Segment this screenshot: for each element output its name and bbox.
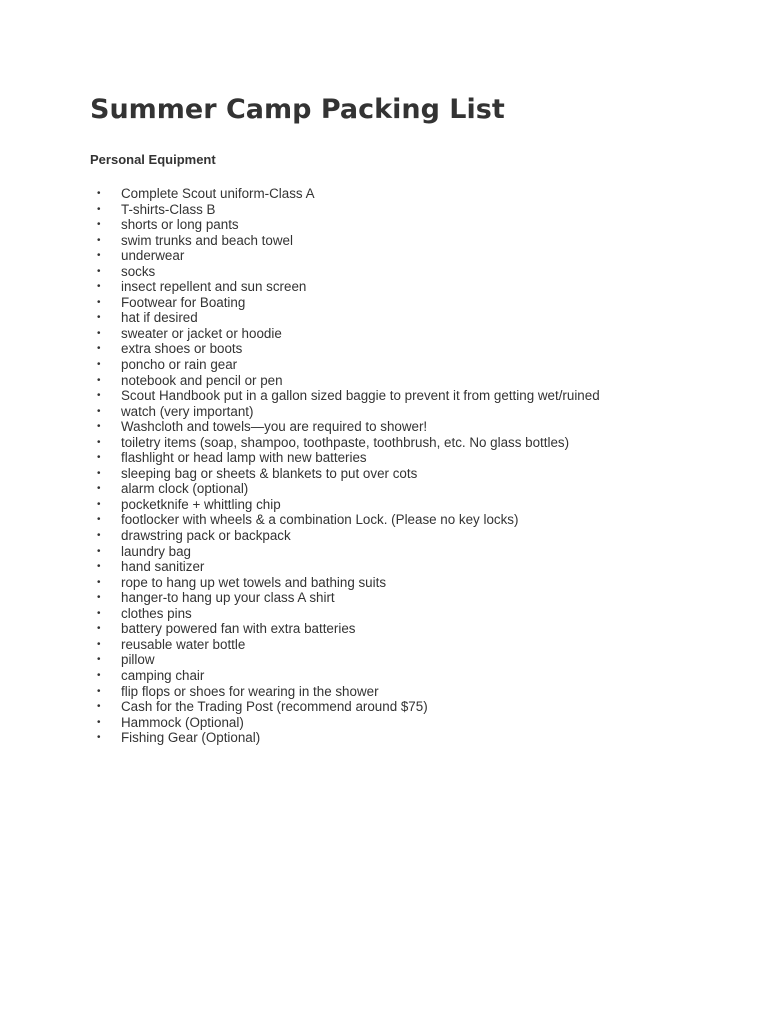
bullet-icon: • [97, 732, 101, 744]
list-item-text: Hammock (Optional) [121, 714, 244, 730]
list-item-text: reusable water bottle [121, 636, 246, 652]
list-item-text: swim trunks and beach towel [121, 232, 293, 248]
bullet-icon: • [97, 390, 101, 402]
list-item-text: hand sanitizer [121, 559, 205, 575]
bullet-icon: • [97, 312, 101, 324]
bullet-icon: • [97, 203, 101, 215]
bullet-icon: • [97, 343, 101, 355]
list-item-text: flashlight or head lamp with new batteries [121, 450, 367, 466]
list-item-text: pocketknife + whittling chip [121, 496, 281, 512]
list-item-text: shorts or long pants [121, 217, 239, 233]
bullet-icon: • [97, 685, 101, 697]
bullet-icon: • [97, 359, 101, 371]
bullet-icon: • [97, 607, 101, 619]
bullet-icon: • [97, 638, 101, 650]
list-item-text: hanger-to hang up your class A shirt [121, 590, 335, 606]
bullet-icon: • [97, 545, 101, 557]
section-heading: Personal Equipment [90, 152, 216, 167]
list-item-text: battery powered fan with extra batteries [121, 621, 356, 637]
bullet-icon: • [97, 265, 101, 277]
bullet-icon: • [97, 452, 101, 464]
bullet-icon: • [97, 623, 101, 635]
list-item-text: Complete Scout uniform-Class A [121, 186, 315, 201]
list-item-text: Scout Handbook put in a gallon sized baggie to prevent it from getting wet/ruined [121, 388, 600, 404]
bullet-icon: • [97, 561, 101, 573]
bullet-icon: • [97, 188, 101, 199]
list-item-text: T-shirts-Class B [121, 201, 216, 217]
bullet-icon: • [97, 296, 101, 308]
list-item-text: Washcloth and towels—you are required to shower! [121, 419, 428, 435]
bullet-icon: • [97, 592, 101, 604]
list-item-text: rope to hang up wet towels and bathing suits [121, 574, 387, 590]
bullet-icon: • [97, 483, 101, 495]
list-item-text: camping chair [121, 667, 205, 683]
bullet-icon: • [97, 436, 101, 448]
bullet-icon: • [97, 701, 101, 713]
list-item-text: Cash for the Trading Post (recommend around $75) [121, 699, 428, 715]
list-item-text: hat if desired [121, 310, 198, 326]
list-item-text: laundry bag [121, 543, 191, 559]
list-item-text: Footwear for Boating [121, 294, 246, 310]
list-item-text: footlocker with wheels & a combination Lock. (Please no key locks) [121, 512, 519, 528]
list-item-text: underwear [121, 248, 185, 264]
list-item-text: socks [121, 263, 156, 279]
bullet-icon: • [97, 576, 101, 588]
bullet-icon: • [97, 530, 101, 542]
bullet-icon: • [97, 405, 101, 417]
bullet-icon: • [97, 250, 101, 262]
list-item-text: watch (very important) [121, 403, 254, 419]
bullet-icon: • [97, 219, 101, 231]
list-item-text: toiletry items (soap, shampoo, toothpaste, toothbrush, etc. No glass bottles) [121, 434, 570, 450]
bullet-icon: • [97, 281, 101, 293]
list-item-text: sweater or jacket or hoodie [121, 325, 282, 341]
bullet-icon: • [97, 498, 101, 510]
bullet-icon: • [97, 327, 101, 339]
page-title: Summer Camp Packing List [90, 94, 505, 125]
list-item-text: sleeping bag or sheets & blankets to put over cots [121, 465, 418, 481]
list-item-text: flip flops or shoes for wearing in the shower [121, 683, 379, 699]
bullet-icon: • [97, 421, 101, 433]
list-item-text: Fishing Gear (Optional) [121, 730, 261, 746]
bullet-icon: • [97, 716, 101, 728]
list-item-text: notebook and pencil or pen [121, 372, 283, 388]
list-item-text: pillow [121, 652, 155, 668]
bullet-icon: • [97, 514, 101, 526]
bullet-icon: • [97, 374, 101, 386]
bullet-icon: • [97, 654, 101, 666]
list-item-text: alarm clock (optional) [121, 481, 249, 497]
list-item-text: insect repellent and sun screen [121, 279, 307, 295]
bullet-icon: • [97, 669, 101, 681]
list-item-text: drawstring pack or backpack [121, 528, 291, 544]
list-item-text: extra shoes or boots [121, 341, 243, 357]
bullet-icon: • [97, 234, 101, 246]
list-item-text: poncho or rain gear [121, 357, 238, 373]
bullet-icon: • [97, 467, 101, 479]
list-item-text: clothes pins [121, 605, 192, 621]
